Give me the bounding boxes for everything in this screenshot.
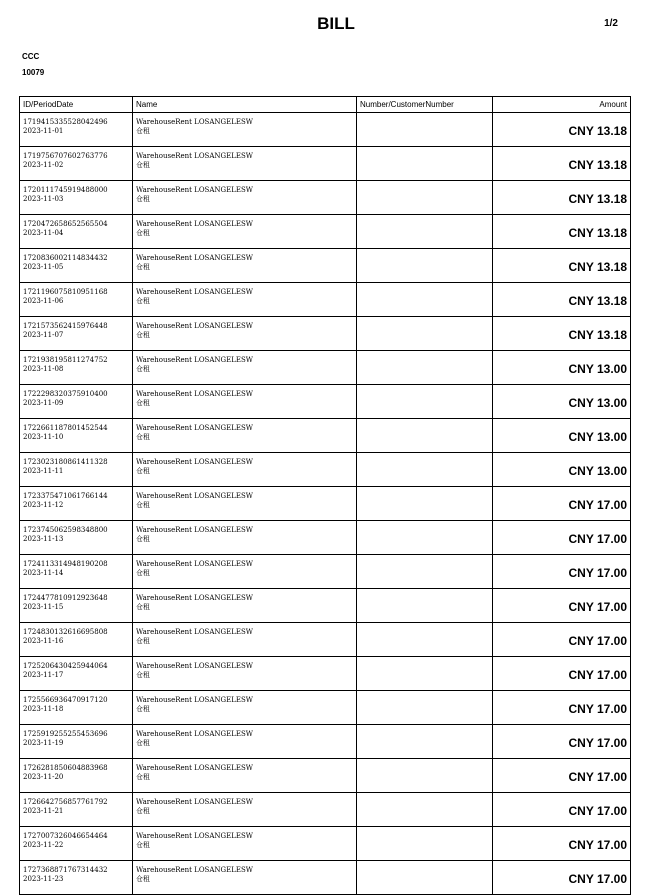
id-date-cell <box>20 827 133 861</box>
period-date: 2023-11-12 <box>23 501 64 509</box>
bill-table <box>19 96 631 895</box>
period-date: 2023-11-11 <box>23 467 64 475</box>
number-cell <box>357 249 493 283</box>
id-date-cell <box>20 385 133 419</box>
name-cell <box>133 691 357 725</box>
number-cell <box>357 215 493 249</box>
column-header-id-date: ID/PeriodDate <box>20 97 133 113</box>
amount-cell: CNY 17.00 <box>493 623 631 657</box>
item-name-cn: 仓租 <box>136 807 150 815</box>
name-cell <box>133 453 357 487</box>
period-date: 2023-11-14 <box>23 569 64 577</box>
id-date-cell <box>20 487 133 521</box>
period-date: 2023-11-23 <box>23 875 64 883</box>
period-date: 2023-11-15 <box>23 603 64 611</box>
id-date-cell <box>20 147 133 181</box>
name-cell <box>133 521 357 555</box>
table-row <box>20 623 631 657</box>
name-cell <box>133 419 357 453</box>
id-date-cell <box>20 317 133 351</box>
period-date: 2023-11-19 <box>23 739 64 747</box>
amount-cell: CNY 13.18 <box>493 113 631 147</box>
id-date-cell <box>20 759 133 793</box>
item-name-cn: 仓租 <box>136 569 150 577</box>
number-cell <box>357 589 493 623</box>
number-cell <box>357 113 493 147</box>
table-row <box>20 215 631 249</box>
name-cell <box>133 385 357 419</box>
column-header-name: Name <box>133 97 357 113</box>
amount-cell: CNY 13.18 <box>493 249 631 283</box>
name-cell <box>133 147 357 181</box>
item-name-cn: 仓租 <box>136 127 150 135</box>
record-id: 1727368871767314432 <box>23 866 108 874</box>
amount-cell: CNY 13.00 <box>493 453 631 487</box>
item-name: WarehouseRent LOSANGELESW <box>136 458 253 466</box>
item-name-cn: 仓租 <box>136 875 150 883</box>
period-date: 2023-11-09 <box>23 399 64 407</box>
record-id: 1725206430425944064 <box>23 662 108 670</box>
amount-cell: CNY 13.18 <box>493 181 631 215</box>
item-name: WarehouseRent LOSANGELESW <box>136 662 253 670</box>
period-date: 2023-11-02 <box>23 161 64 169</box>
id-date-cell <box>20 113 133 147</box>
table-row <box>20 657 631 691</box>
name-cell <box>133 657 357 691</box>
period-date: 2023-11-01 <box>23 127 64 135</box>
item-name-cn: 仓租 <box>136 161 150 169</box>
period-date: 2023-11-17 <box>23 671 64 679</box>
number-cell <box>357 623 493 657</box>
column-header-number: Number/CustomerNumber <box>357 97 493 113</box>
table-row <box>20 453 631 487</box>
table-row <box>20 793 631 827</box>
item-name-cn: 仓租 <box>136 195 150 203</box>
item-name-cn: 仓租 <box>136 739 150 747</box>
table-row <box>20 317 631 351</box>
id-date-cell <box>20 521 133 555</box>
item-name: WarehouseRent LOSANGELESW <box>136 832 253 840</box>
record-id: 1722298320375910400 <box>23 390 108 398</box>
record-id: 1724477810912923648 <box>23 594 108 602</box>
item-name: WarehouseRent LOSANGELESW <box>136 798 253 806</box>
record-id: 1721938195811274752 <box>23 356 108 364</box>
name-cell <box>133 861 357 895</box>
name-cell <box>133 249 357 283</box>
item-name: WarehouseRent LOSANGELESW <box>136 764 253 772</box>
name-cell <box>133 113 357 147</box>
amount-cell: CNY 17.00 <box>493 691 631 725</box>
item-name: WarehouseRent LOSANGELESW <box>136 560 253 568</box>
number-cell <box>357 181 493 215</box>
period-date: 2023-11-16 <box>23 637 64 645</box>
period-date: 2023-11-18 <box>23 705 64 713</box>
amount-cell: CNY 17.00 <box>493 759 631 793</box>
record-id: 1724113314948190208 <box>23 560 108 568</box>
period-date: 2023-11-08 <box>23 365 64 373</box>
number-cell <box>357 725 493 759</box>
table-row <box>20 725 631 759</box>
record-id: 1721196075810951168 <box>23 288 108 296</box>
name-cell <box>133 215 357 249</box>
record-id: 1720836002114834432 <box>23 254 108 262</box>
name-cell <box>133 555 357 589</box>
id-date-cell <box>20 623 133 657</box>
item-name: WarehouseRent LOSANGELESW <box>136 730 253 738</box>
amount-cell: CNY 17.00 <box>493 793 631 827</box>
item-name: WarehouseRent LOSANGELESW <box>136 152 253 160</box>
item-name-cn: 仓租 <box>136 671 150 679</box>
record-id: 1723375471061766144 <box>23 492 108 500</box>
period-date: 2023-11-03 <box>23 195 64 203</box>
number-cell <box>357 555 493 589</box>
table-row <box>20 351 631 385</box>
name-cell <box>133 487 357 521</box>
id-date-cell <box>20 691 133 725</box>
item-name: WarehouseRent LOSANGELESW <box>136 254 253 262</box>
name-cell <box>133 181 357 215</box>
table-header-row <box>20 97 631 113</box>
id-date-cell <box>20 589 133 623</box>
period-date: 2023-11-04 <box>23 229 64 237</box>
item-name-cn: 仓租 <box>136 433 150 441</box>
number-cell <box>357 657 493 691</box>
item-name: WarehouseRent LOSANGELESW <box>136 526 253 534</box>
amount-cell: CNY 17.00 <box>493 589 631 623</box>
item-name-cn: 仓租 <box>136 637 150 645</box>
item-name: WarehouseRent LOSANGELESW <box>136 424 253 432</box>
number-cell <box>357 385 493 419</box>
column-header-amount: Amount <box>493 97 631 113</box>
item-name: WarehouseRent LOSANGELESW <box>136 696 253 704</box>
name-cell <box>133 793 357 827</box>
table-row <box>20 827 631 861</box>
record-id: 1720472658652565504 <box>23 220 108 228</box>
item-name-cn: 仓租 <box>136 705 150 713</box>
item-name-cn: 仓租 <box>136 841 150 849</box>
id-date-cell <box>20 657 133 691</box>
amount-cell: CNY 17.00 <box>493 725 631 759</box>
number-cell <box>357 691 493 725</box>
id-date-cell <box>20 555 133 589</box>
amount-cell: CNY 13.18 <box>493 147 631 181</box>
number-cell <box>357 283 493 317</box>
name-cell <box>133 283 357 317</box>
number-cell <box>357 827 493 861</box>
item-name: WarehouseRent LOSANGELESW <box>136 492 253 500</box>
id-date-cell <box>20 419 133 453</box>
table-row <box>20 521 631 555</box>
amount-cell: CNY 17.00 <box>493 827 631 861</box>
table-row <box>20 147 631 181</box>
item-name-cn: 仓租 <box>136 365 150 373</box>
customer-code: 10079 <box>22 68 45 77</box>
record-id: 1723745062598348800 <box>23 526 108 534</box>
item-name: WarehouseRent LOSANGELESW <box>136 356 253 364</box>
id-date-cell <box>20 453 133 487</box>
number-cell <box>357 861 493 895</box>
record-id: 1725919255255453696 <box>23 730 108 738</box>
period-date: 2023-11-21 <box>23 807 64 815</box>
number-cell <box>357 419 493 453</box>
number-cell <box>357 521 493 555</box>
table-row <box>20 385 631 419</box>
period-date: 2023-11-22 <box>23 841 64 849</box>
record-id: 1722661187801452544 <box>23 424 108 432</box>
name-cell <box>133 759 357 793</box>
item-name-cn: 仓租 <box>136 263 150 271</box>
number-cell <box>357 793 493 827</box>
record-id: 1725566936470917120 <box>23 696 108 704</box>
item-name: WarehouseRent LOSANGELESW <box>136 322 253 330</box>
amount-cell: CNY 17.00 <box>493 487 631 521</box>
name-cell <box>133 351 357 385</box>
id-date-cell <box>20 215 133 249</box>
period-date: 2023-11-10 <box>23 433 64 441</box>
item-name-cn: 仓租 <box>136 535 150 543</box>
record-id: 1720111745919488000 <box>23 186 108 194</box>
bill-title: BILL <box>317 14 355 33</box>
number-cell <box>357 351 493 385</box>
table-row <box>20 759 631 793</box>
name-cell <box>133 589 357 623</box>
table-row <box>20 691 631 725</box>
item-name-cn: 仓租 <box>136 773 150 781</box>
record-id: 1727007326046654464 <box>23 832 108 840</box>
amount-cell: CNY 17.00 <box>493 861 631 895</box>
table-row <box>20 113 631 147</box>
item-name-cn: 仓租 <box>136 467 150 475</box>
item-name: WarehouseRent LOSANGELESW <box>136 118 253 126</box>
item-name: WarehouseRent LOSANGELESW <box>136 288 253 296</box>
item-name-cn: 仓租 <box>136 501 150 509</box>
item-name-cn: 仓租 <box>136 229 150 237</box>
item-name-cn: 仓租 <box>136 331 150 339</box>
number-cell <box>357 453 493 487</box>
table-row <box>20 249 631 283</box>
number-cell <box>357 317 493 351</box>
number-cell <box>357 759 493 793</box>
record-id: 1724830132616695808 <box>23 628 108 636</box>
record-id: 1726281850604883968 <box>23 764 108 772</box>
item-name: WarehouseRent LOSANGELESW <box>136 186 253 194</box>
name-cell <box>133 623 357 657</box>
name-cell <box>133 827 357 861</box>
period-date: 2023-11-05 <box>23 263 64 271</box>
id-date-cell <box>20 249 133 283</box>
id-date-cell <box>20 725 133 759</box>
page-number: 1/2 <box>604 18 618 29</box>
record-id: 1726642756857761792 <box>23 798 108 806</box>
id-date-cell <box>20 861 133 895</box>
table-row <box>20 861 631 895</box>
name-cell <box>133 725 357 759</box>
amount-cell: CNY 13.18 <box>493 317 631 351</box>
item-name: WarehouseRent LOSANGELESW <box>136 866 253 874</box>
period-date: 2023-11-06 <box>23 297 64 305</box>
item-name: WarehouseRent LOSANGELESW <box>136 390 253 398</box>
table-row <box>20 589 631 623</box>
table-row <box>20 555 631 589</box>
table-row <box>20 487 631 521</box>
period-date: 2023-11-07 <box>23 331 64 339</box>
id-date-cell <box>20 793 133 827</box>
id-date-cell <box>20 351 133 385</box>
record-id: 1723023180861411328 <box>23 458 108 466</box>
amount-cell: CNY 17.00 <box>493 521 631 555</box>
table-row <box>20 283 631 317</box>
amount-cell: CNY 13.00 <box>493 351 631 385</box>
table-row <box>20 181 631 215</box>
item-name-cn: 仓租 <box>136 603 150 611</box>
record-id: 1719415335528042496 <box>23 118 108 126</box>
item-name: WarehouseRent LOSANGELESW <box>136 628 253 636</box>
record-id: 1721573562415976448 <box>23 322 108 330</box>
item-name: WarehouseRent LOSANGELESW <box>136 220 253 228</box>
amount-cell: CNY 13.18 <box>493 283 631 317</box>
id-date-cell <box>20 283 133 317</box>
company-name: CCC <box>22 52 40 61</box>
amount-cell: CNY 17.00 <box>493 555 631 589</box>
id-date-cell <box>20 181 133 215</box>
item-name-cn: 仓租 <box>136 399 150 407</box>
amount-cell: CNY 13.00 <box>493 419 631 453</box>
amount-cell: CNY 13.00 <box>493 385 631 419</box>
item-name-cn: 仓租 <box>136 297 150 305</box>
number-cell <box>357 487 493 521</box>
item-name: WarehouseRent LOSANGELESW <box>136 594 253 602</box>
name-cell <box>133 317 357 351</box>
record-id: 1719756707602763776 <box>23 152 108 160</box>
amount-cell: CNY 17.00 <box>493 657 631 691</box>
amount-cell: CNY 13.18 <box>493 215 631 249</box>
number-cell <box>357 147 493 181</box>
table-row <box>20 419 631 453</box>
period-date: 2023-11-20 <box>23 773 64 781</box>
period-date: 2023-11-13 <box>23 535 64 543</box>
